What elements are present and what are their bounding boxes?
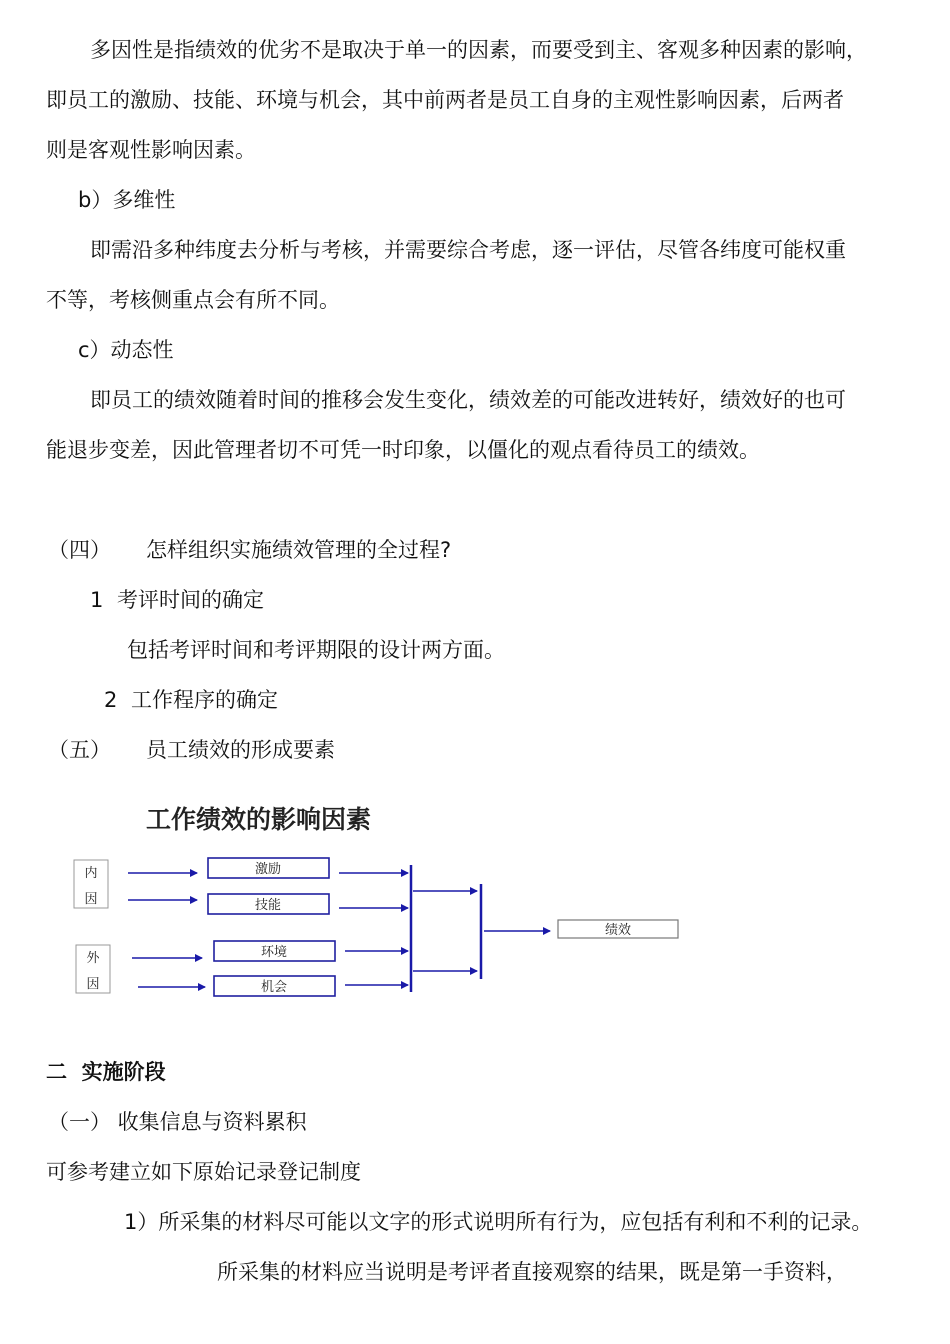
p3-line2: 能退步变差，因此管理者切不可凭一时印象，以僵化的观点看待员工的绩效。 — [46, 438, 760, 462]
environment-label: 环境 — [260, 945, 288, 960]
opportunity-label: 机会 — [260, 980, 288, 995]
section-5-title: 员工绩效的形成要素 — [146, 738, 335, 762]
p1-line2: 即员工的激励、技能、环境与机会，其中前两者是员工自身的主观性影响因素，后两者 — [46, 88, 844, 112]
subsection-1-description: 可参考建立如下原始记录登记制度 — [46, 1160, 361, 1184]
p1-line3: 则是客观性影响因素。 — [46, 138, 256, 162]
external-label-top: 外 — [86, 951, 100, 966]
item-1-number: 1 — [90, 588, 104, 612]
item-1-title: 考评时间的确定 — [117, 588, 264, 612]
point-1: 1）所采集的材料尽可能以文字的形式说明所有行为，应包括有利和不利的记录。 — [124, 1210, 873, 1234]
subsection-1-title: （一） 收集信息与资料累积 — [48, 1110, 307, 1134]
diagram-title: 工作绩效的影响因素 — [146, 805, 372, 834]
section-4-title: 怎样组织实施绩效管理的全过程? — [146, 538, 452, 562]
motivation-label: 激励 — [254, 862, 282, 877]
performance-factors-diagram — [60, 795, 700, 1010]
heading-b: b）多维性 — [78, 188, 176, 212]
p2-line2: 不等，考核侧重点会有所不同。 — [46, 288, 340, 312]
p2-line1: 即需沿多种纬度去分析与考核，并需要综合考虑，逐一评估，尽管各纬度可能权重 — [90, 238, 846, 262]
internal-label-top: 内 — [84, 866, 98, 881]
p3-line1: 即员工的绩效随着时间的推移会发生变化，绩效差的可能改进转好，绩效好的也可 — [90, 388, 846, 412]
p1-line1: 多因性是指绩效的优劣不是取决于单一的因素，而要受到主、客观多种因素的影响， — [90, 38, 867, 62]
section-5-number: （五） — [48, 738, 111, 762]
item-1-description: 包括考评时间和考评期限的设计两方面。 — [127, 638, 505, 662]
external-label-bottom: 因 — [86, 977, 100, 992]
performance-label: 绩效 — [604, 923, 632, 938]
point-1-continuation: 所采集的材料应当说明是考评者直接观察的结果，既是第一手资料， — [217, 1260, 847, 1284]
item-2-number: 2 — [104, 688, 118, 712]
skill-label: 技能 — [254, 898, 282, 913]
part-2-title: 二 实施阶段 — [46, 1060, 166, 1084]
item-2-title: 工作程序的确定 — [131, 688, 278, 712]
internal-label-bottom: 因 — [84, 892, 98, 907]
section-4-number: （四） — [48, 538, 111, 562]
heading-c: c）动态性 — [78, 338, 174, 362]
